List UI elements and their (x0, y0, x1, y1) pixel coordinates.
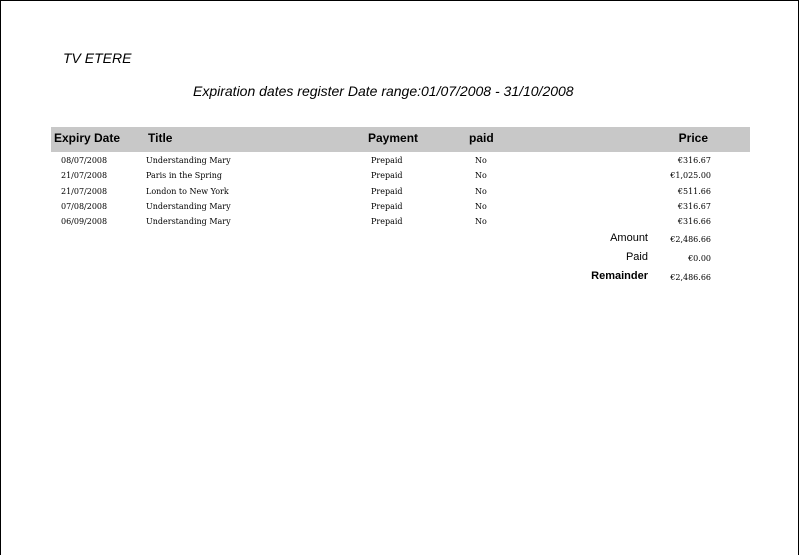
cell-price: €316.66 (677, 217, 711, 227)
cell-expiry-date: 08/07/2008 (61, 156, 108, 165)
cell-paid: No (475, 217, 487, 227)
cell-payment: Prepaid (371, 171, 403, 181)
cell-paid: No (475, 171, 487, 181)
table-row (1, 185, 799, 200)
cell-expiry-date: 06/09/2008 (61, 217, 108, 227)
cell-title: Understanding Mary (146, 201, 231, 211)
remainder-value: €2,486.66 (670, 273, 711, 282)
cell-title: Understanding Mary (146, 217, 231, 227)
totals-section (1, 230, 799, 287)
table-header (51, 127, 750, 152)
table-row (1, 200, 799, 215)
total-paid-row (1, 249, 799, 268)
cell-title: London to New York (146, 186, 229, 196)
cell-price: €316.67 (677, 201, 711, 211)
cell-expiry-date: 07/08/2008 (61, 201, 108, 211)
report-title: Expiration dates register Date range:01/07/2008 - 31/10/2008 (193, 83, 574, 99)
cell-price: €316.67 (677, 156, 711, 165)
header-paid: paid (469, 131, 494, 145)
cell-payment: Prepaid (371, 156, 403, 165)
cell-payment: Prepaid (371, 201, 403, 211)
header-payment: Payment (368, 131, 419, 145)
cell-paid: No (475, 186, 487, 196)
paid-label: Paid (625, 251, 648, 263)
total-remainder-row (1, 268, 799, 287)
cell-payment: Prepaid (371, 217, 403, 227)
cell-expiry-date: 21/07/2008 (61, 186, 108, 196)
remainder-label: Remainder (591, 270, 648, 282)
header-title: Title (148, 131, 173, 145)
cell-paid: No (475, 156, 487, 165)
cell-title: Paris in the Spring (146, 171, 222, 181)
table-body (1, 154, 799, 230)
header-price: Price (678, 131, 708, 145)
cell-paid: No (475, 201, 487, 211)
paid-value: €0.00 (688, 254, 711, 263)
table-row (1, 154, 799, 169)
cell-price: €511.66 (677, 186, 711, 196)
amount-label: Amount (610, 232, 648, 244)
total-amount-row (1, 230, 799, 249)
cell-expiry-date: 21/07/2008 (61, 171, 108, 181)
cell-payment: Prepaid (371, 186, 403, 196)
table-row (1, 215, 799, 230)
table-row (1, 169, 799, 184)
amount-value: €2,486.66 (670, 235, 711, 244)
company-name: TV ETERE (63, 50, 132, 66)
cell-title: Understanding Mary (146, 156, 231, 165)
header-expiry-date: Expiry Date (54, 131, 121, 145)
cell-price: €1,025.00 (670, 171, 711, 181)
